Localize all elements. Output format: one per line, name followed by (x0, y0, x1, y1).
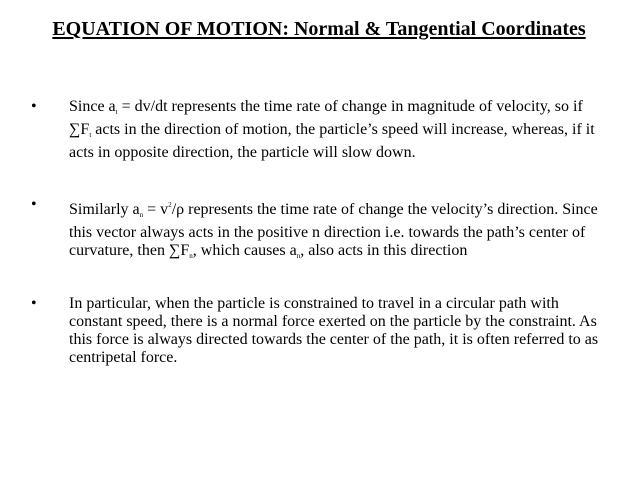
text-segment: Similarly a (69, 201, 140, 218)
text-segment: , which causes a (192, 242, 297, 259)
bullet-marker: • (31, 295, 37, 312)
superscript: 2 (168, 201, 172, 209)
text-segment: = v (143, 201, 169, 218)
text-segment: = dv/dt represents the time rate of change in magnitude of velocity, so if ∑F (69, 98, 583, 138)
slide-title: EQUATION OF MOTION: Normal & Tangential Coordinates (52, 18, 586, 40)
text-segment: /ρ represents the time rate of change the velocity’s direction. Since this vector always acts in the positive n direction i.e. towards the path’s center of curvature, then ∑F (69, 201, 598, 259)
text-segment: Since a (69, 98, 116, 115)
subscript: n (189, 252, 193, 260)
subscript: n (296, 252, 301, 260)
bullet-text (69, 98, 609, 162)
bullet-marker: • (31, 196, 37, 213)
text-segment: , also acts in this direction (300, 242, 468, 259)
text-segment: acts in the direction of motion, the particle’s speed will increase, whereas, if it acts in opposite direction, the particle will slow down. (69, 121, 595, 161)
bullet-marker: • (31, 98, 37, 115)
bullet-text (69, 196, 609, 265)
bullet-text: In particular, when the particle is constrained to travel in a circular path with constant speed, there is a normal force exerted on the particle by the constraint. As this force is always directed towards the center of the path, it is often referred to as centripetal force. (69, 295, 599, 366)
subscript: t (89, 131, 92, 139)
subscript: t (115, 108, 118, 116)
subscript: n (139, 211, 144, 219)
